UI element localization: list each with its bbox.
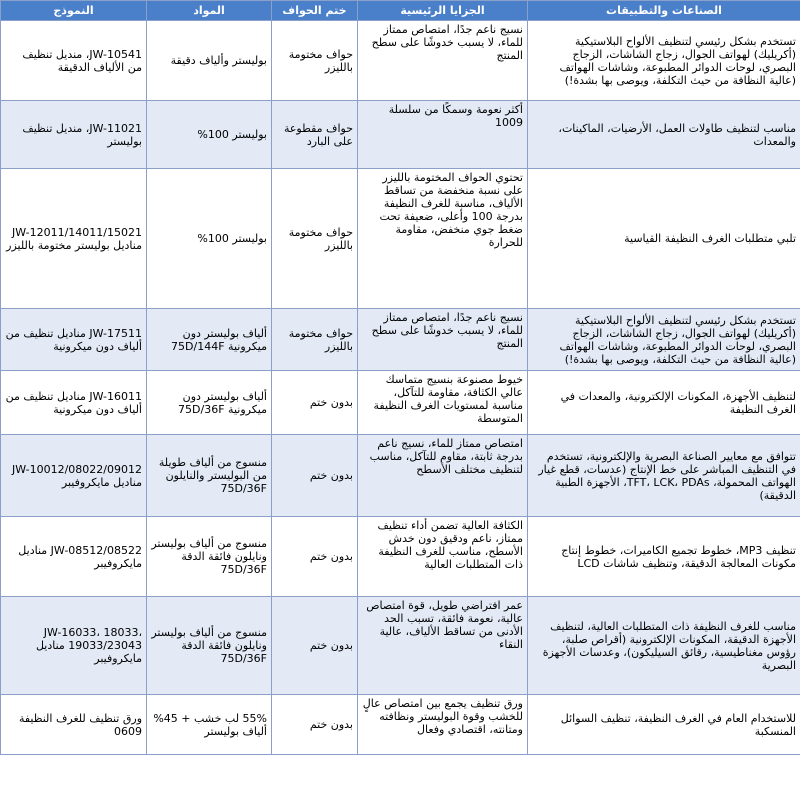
cell-edge-finish: حواف مختومة بالليزر (272, 21, 358, 101)
cell-model: JW-11021، منديل تنظيف بوليستر (1, 101, 147, 169)
cell-materials: بوليستر 100% (147, 101, 272, 169)
cell-applications: تستخدم بشكل رئيسي لتنظيف الألواح البلاستيكية (أكريليك) لهواتف الجوال، زجاج الشاشات، الزجاج البصري، لوحات الدوائر المطبوعة، وشاشات الهواتف (عالية النظافة من حيث التكلفة، ويوصى بها بشدة!) (528, 309, 800, 371)
cell-model: ورق تنظيف للغرف النظيفة 0609 (1, 695, 147, 755)
cell-model: JW-17511 مناديل تنظيف من ألياف دون ميكرونية (1, 309, 147, 371)
cell-applications: لتنظيف الأجهزة، المكونات الإلكترونية، والمعدات في الغرف النظيفة (528, 371, 800, 435)
table-row (1, 169, 800, 309)
table-row (1, 597, 800, 695)
cell-edge-finish: حواف مختومة بالليزر (272, 169, 358, 309)
cell-materials: منسوج من ألياف بوليستر ونايلون فائقة الدقة 75D/36F (147, 597, 272, 695)
cell-applications: تتوافق مع معايير الصناعة البصرية والإلكترونية، تستخدم في التنظيف المباشر على خط الإنتاج (عدسات، قطع غيار الهواتف المحمولة، TFT، LCK، PDAs، الأجهزة الطبية الدقيقة) (528, 435, 800, 517)
cell-key-features: أكثر نعومة وسمكًا من سلسلة 1009 (358, 101, 528, 169)
cell-materials: بوليستر 100% (147, 169, 272, 309)
cell-applications: تنظيف MP3، خطوط تجميع الكاميرات، خطوط إنتاج مكونات المعالجة الدقيقة، وتنظيف شاشات LCD (528, 517, 800, 597)
table-header-row (1, 1, 800, 21)
cell-applications: مناسب لتنظيف طاولات العمل، الأرضيات، الماكينات، والمعدات (528, 101, 800, 169)
cell-edge-finish: بدون ختم (272, 435, 358, 517)
cell-applications: مناسب للغرف النظيفة ذات المتطلبات العالية، لتنظيف الأجهزة الدقيقة، المكونات الإلكترونية (أقراص صلبة، رؤوس مغناطيسية، رقائق السيليكون)، وعدسات الأجهزة البصرية (528, 597, 800, 695)
cell-key-features: الكثافة العالية تضمن أداء تنظيف ممتاز، ناعم ودقيق دون خدش الأسطح، مناسب للغرف النظيفة ذات المتطلبات العالية (358, 517, 528, 597)
cell-model: JW-16011 مناديل تنظيف من ألياف دون ميكرونية (1, 371, 147, 435)
cell-edge-finish: حواف مختومة بالليزر (272, 309, 358, 371)
cell-model: JW-10012/08022/09012 مناديل مايكروفيبر (1, 435, 147, 517)
cell-model: JW-10541، منديل تنظيف من الألياف الدقيقة (1, 21, 147, 101)
header-key-features: الجزايا الرئيسية (358, 1, 528, 21)
cell-edge-finish: بدون ختم (272, 517, 358, 597)
cell-materials: منسوج من ألياف بوليستر ونايلون فائقة الدقة 75D/36F (147, 517, 272, 597)
header-materials: المواد (147, 1, 272, 21)
cell-model: JW-16033، 18033، 19033/23043 مناديل مايكروفيبر (1, 597, 147, 695)
cell-key-features: نسيج ناعم جدًا، امتصاص ممتاز للماء، لا يسبب خدوشًا على سطح المنتج (358, 21, 528, 101)
cell-materials: بوليستر وألياف دقيقة (147, 21, 272, 101)
cell-materials: ألياف بوليستر دون ميكرونية 75D/144F (147, 309, 272, 371)
cell-key-features: خيوط مصنوعة بنسيج متماسك عالي الكثافة، مقاومة للتآكل، مناسبة لمستويات الغرف النظيفة المتوسطة (358, 371, 528, 435)
cell-edge-finish: بدون ختم (272, 695, 358, 755)
cell-applications: تستخدم بشكل رئيسي لتنظيف الألواح البلاستيكية (أكريليك) لهواتف الجوال، زجاج الشاشات، الزجاج البصري، لوحات الدوائر المطبوعة، وشاشات الهواتف (عالية النظافة من حيث التكلفة، ويوصى بها بشدة!) (528, 21, 800, 101)
header-edge-finish: ختم الحواف (272, 1, 358, 21)
table-row (1, 435, 800, 517)
table-row (1, 371, 800, 435)
table-row (1, 101, 800, 169)
table-row (1, 517, 800, 597)
header-model: النموذج (1, 1, 147, 21)
cell-model: JW-08512/08522 مناديل مايكروفيبر (1, 517, 147, 597)
cell-applications: تلبي متطلبات الغرف النظيفة القياسية (528, 169, 800, 309)
cell-key-features: ورق تنظيف يجمع بين امتصاص عالٍ للخشب وقوة البوليستر ونظافته ومتانته، اقتصادي وفعال (358, 695, 528, 755)
cell-key-features: امتصاص ممتاز للماء، نسيج ناعم بدرجة ثابتة، مقاوم للتآكل، مناسب لتنظيف مختلف الأسطح (358, 435, 528, 517)
cell-edge-finish: حواف مقطوعة على البارد (272, 101, 358, 169)
cell-materials: 55% لب خشب + 45% ألياف بوليستر (147, 695, 272, 755)
cell-edge-finish: بدون ختم (272, 597, 358, 695)
header-applications: الصناعات والتطبيقات (528, 1, 800, 21)
cell-key-features: نسيج ناعم جدًا، امتصاص ممتاز للماء، لا يسبب خدوشًا على سطح المنتج (358, 309, 528, 371)
cell-materials: منسوج من ألياف طويلة من البوليستر والنايلون 75D/36F (147, 435, 272, 517)
cell-key-features: تحتوي الحواف المختومة بالليزر على نسبة منخفضة من تساقط الألياف، مناسبة للغرف النظيفة بدرجة 100 وأعلى، ضعيفة تحت ضغط جوي منخفض، مقاومة للحرارة (358, 169, 528, 309)
table-body (1, 21, 800, 755)
table-row (1, 695, 800, 755)
table-row (1, 21, 800, 101)
cell-applications: للاستخدام العام في الغرف النظيفة، تنظيف السوائل المنسكبة (528, 695, 800, 755)
cell-materials: ألياف بوليستر دون ميكرونية 75D/36F (147, 371, 272, 435)
cell-key-features: عمر افتراضي طويل، قوة امتصاص عالية، نعومة فائقة، تسبب الحد الأدنى من تساقط الألياف، عالية النقاء (358, 597, 528, 695)
cell-edge-finish: بدون ختم (272, 371, 358, 435)
table-row (1, 309, 800, 371)
cell-model: JW-12011/14011/15021 مناديل بوليستر مختومة بالليزر (1, 169, 147, 309)
